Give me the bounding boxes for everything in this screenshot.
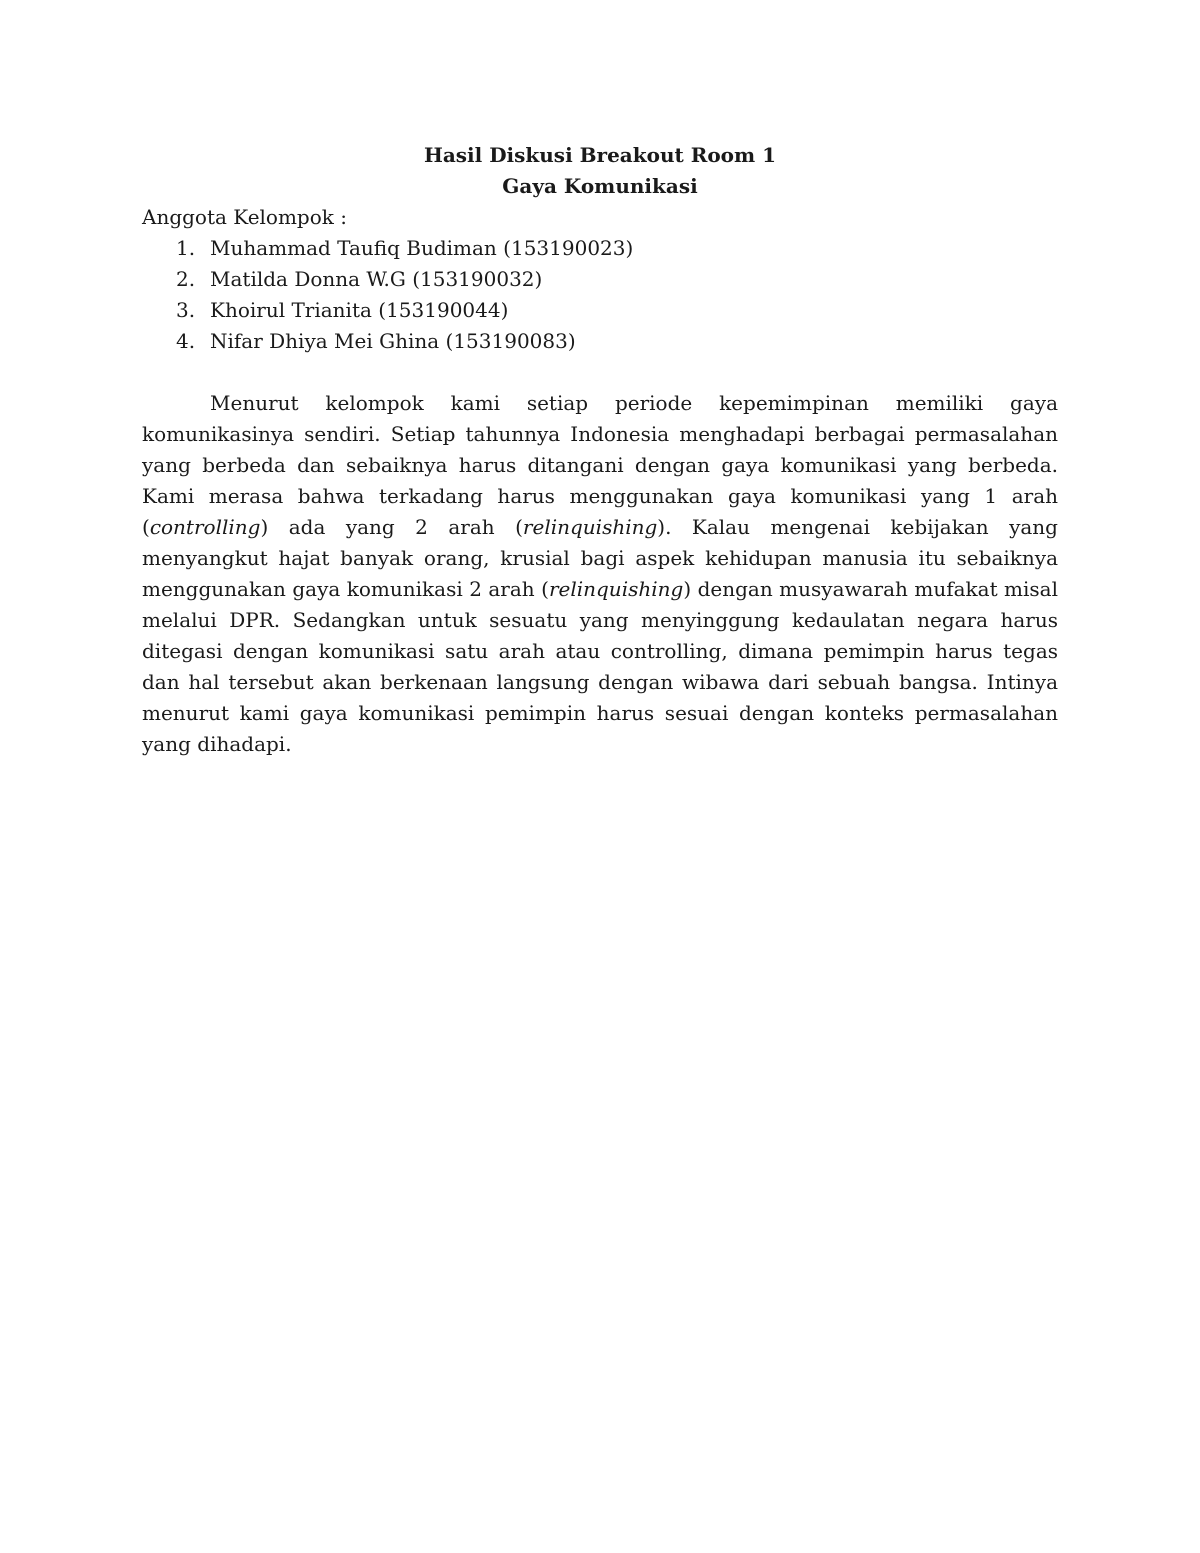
- document-subtitle: Gaya Komunikasi: [502, 174, 698, 198]
- member-list: [142, 233, 1058, 357]
- list-item: [142, 295, 1058, 326]
- list-item: [142, 326, 1058, 357]
- member-name: Nifar Dhiya Mei Ghina (153190083): [210, 329, 576, 353]
- member-name: Muhammad Taufiq Budiman (153190023): [210, 236, 634, 260]
- list-number: 1.: [176, 236, 196, 260]
- document-body: [142, 140, 1058, 760]
- list-number: 3.: [176, 298, 196, 322]
- list-item: [142, 264, 1058, 295]
- blank-line: [142, 357, 1058, 388]
- member-name: Khoirul Trianita (153190044): [210, 298, 509, 322]
- emphasis-term: relinquishing: [522, 515, 658, 539]
- list-item: [142, 233, 1058, 264]
- members-label: Anggota Kelompok :: [142, 205, 347, 229]
- body-paragraph: [142, 388, 1058, 760]
- paragraph-text: Menurut kelompok kami setiap periode kepemimpinan memiliki gaya komunikasinya sendiri. Setiap tahunnya Indonesia menghadapi berbagai permasalahan yang berbeda dan sebaiknya harus ditangani dengan gaya komunikasi yang berbeda. Kami merasa bahwa terkadang harus menggunakan gaya komunikasi yang 1 arah (: [142, 391, 1058, 539]
- paragraph-text: ) ada yang 2 arah (: [260, 515, 523, 539]
- list-number: 2.: [176, 267, 196, 291]
- paragraph-text: ) dengan musyawarah mufakat misal melalui DPR. Sedangkan untuk sesuatu yang menyinggung kedaulatan negara harus ditegasi dengan komunikasi satu arah atau controlling, dimana pemimpin harus tegas dan hal tersebut akan berkenaan langsung dengan wibawa dari sebuah bangsa. Intinya menurut kami gaya komunikasi pemimpin harus sesuai dengan konteks permasalahan yang dihadapi.: [142, 577, 1059, 756]
- emphasis-term: controlling: [149, 515, 261, 539]
- emphasis-term: relinquishing: [548, 577, 684, 601]
- list-number: 4.: [176, 329, 196, 353]
- document-title: Hasil Diskusi Breakout Room 1: [423, 143, 777, 167]
- paragraph-text: ). Kalau mengenai kebijakan yang menyangkut hajat banyak orang, krusial bagi aspek kehidupan manusia itu sebaiknya menggunakan gaya komunikasi 2 arah (: [142, 515, 1058, 601]
- member-name: Matilda Donna W.G (153190032): [210, 267, 543, 291]
